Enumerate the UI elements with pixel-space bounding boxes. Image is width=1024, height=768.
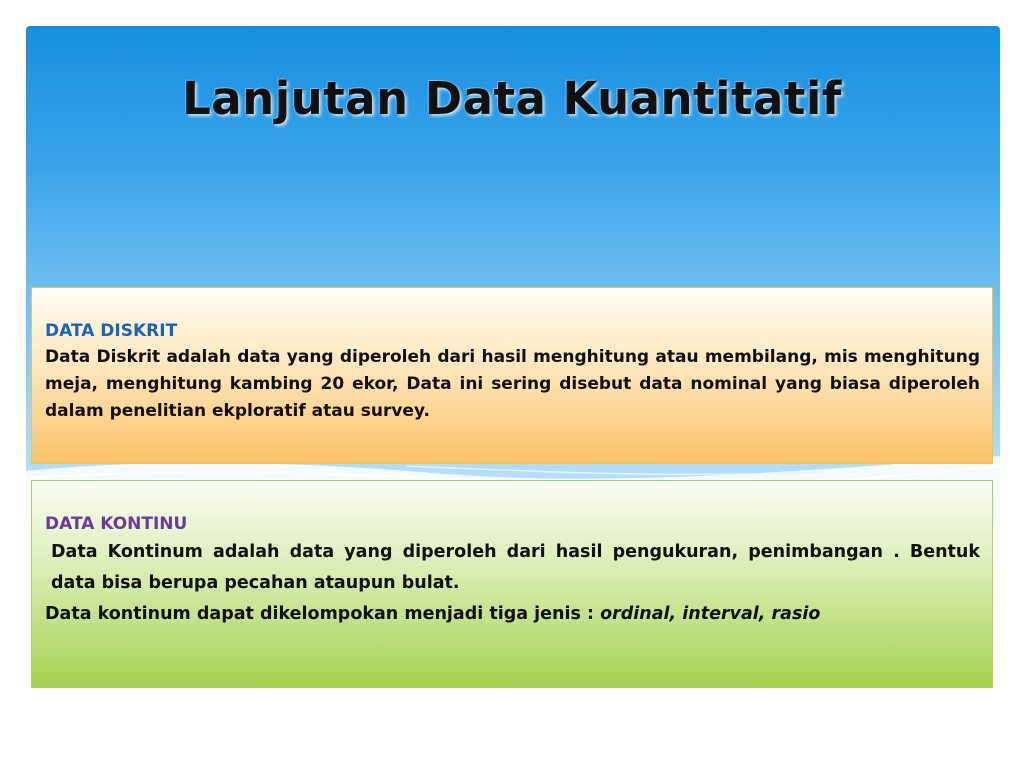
kontinu-body-1: Data Kontinum adalah data yang diperoleh dari hasil pengukuran, penimbangan . Bentuk data bisa berupa pecahan ataupun bulat. [51, 542, 980, 593]
diskrit-box [31, 287, 993, 464]
kontinu-body-2-text: Data kontinum dapat dikelompokan menjadi tiga jenis : [45, 604, 601, 624]
kontinu-box [31, 480, 993, 688]
kontinu-body-2 [45, 599, 980, 630]
kontinu-types: ordinal, interval, rasio [600, 604, 821, 624]
diskrit-heading: DATA DISKRIT [45, 321, 178, 341]
diskrit-body: Data Diskrit adalah data yang diperoleh dari hasil menghitung atau membilang, mis menghitung meja, menghitung kambing 20 ekor, Data ini sering disebut data nominal yang biasa diperoleh dalam penelitian ekploratif atau survey. [45, 347, 980, 421]
slide-title: Lanjutan Data Kuantitatif [182, 72, 842, 125]
kontinu-heading: DATA KONTINU [45, 514, 188, 534]
